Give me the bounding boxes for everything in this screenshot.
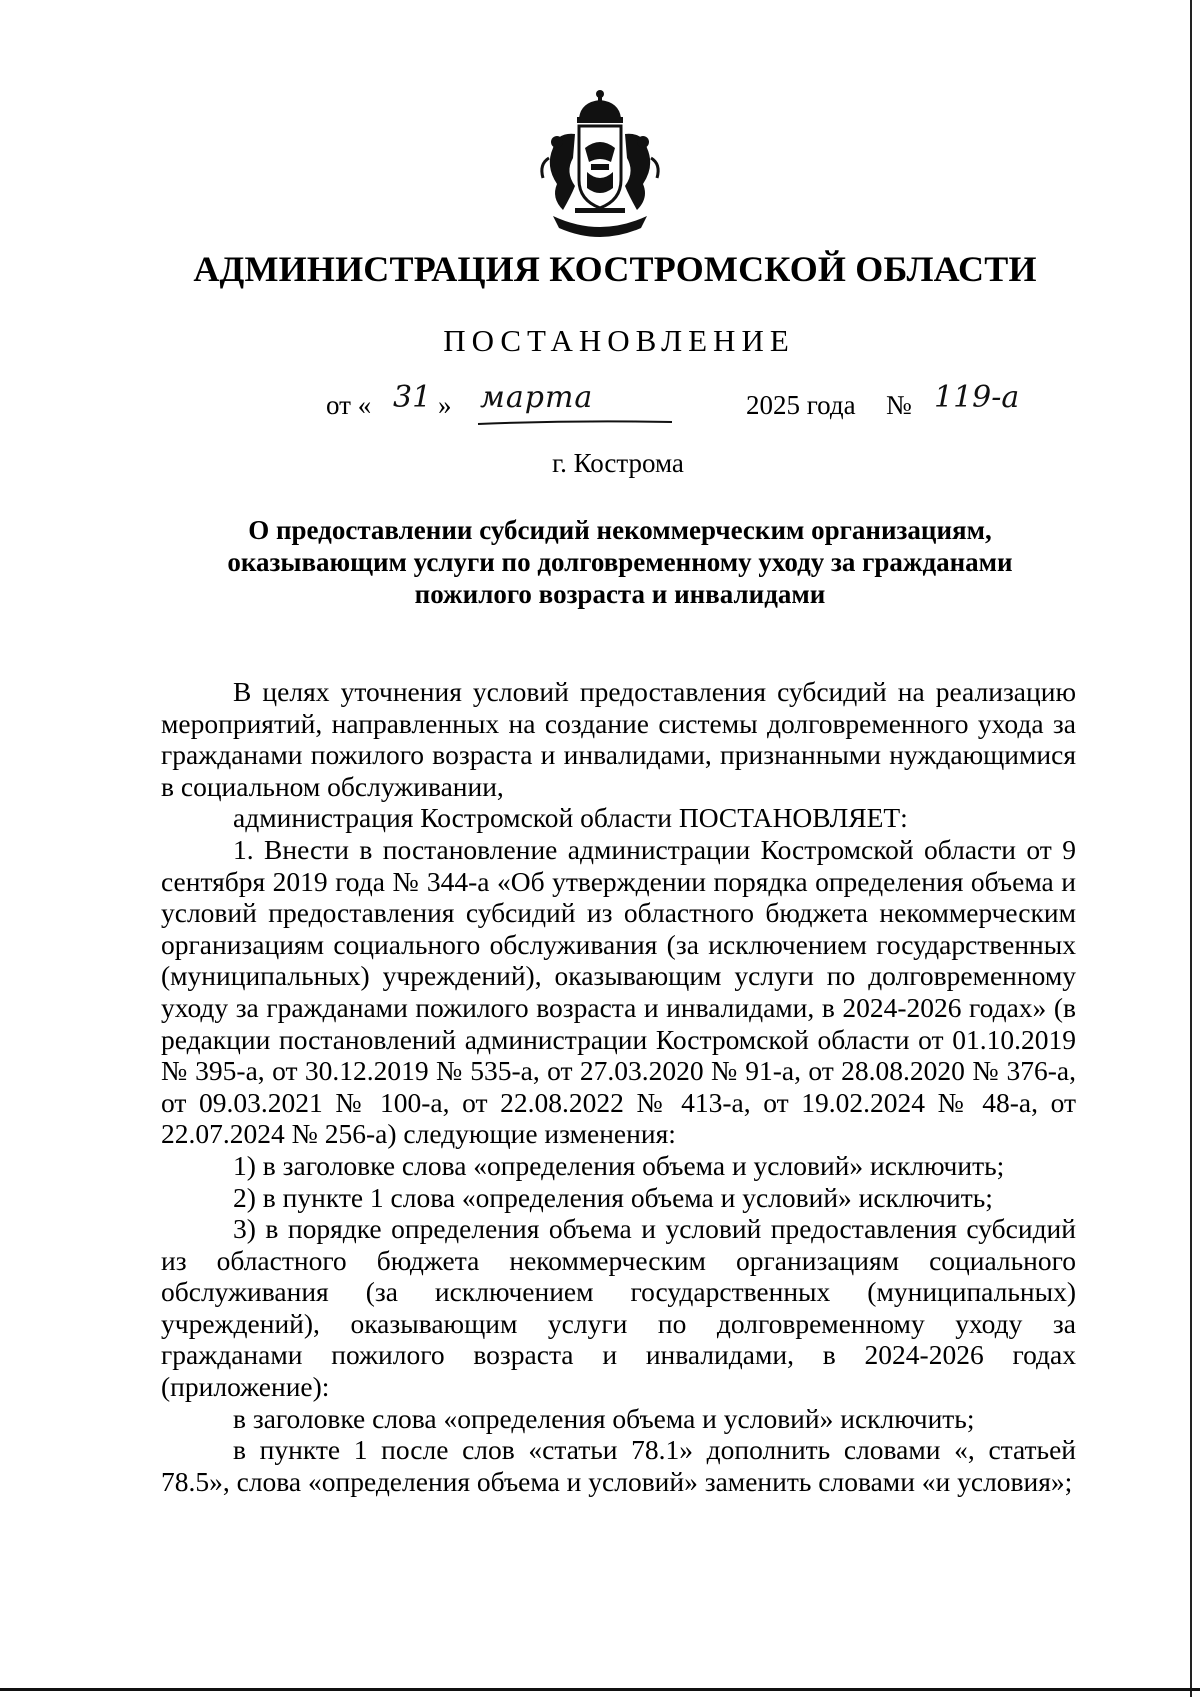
- title-line-2: оказывающим услуги по долговременному уходу за гражданами: [227, 547, 1013, 577]
- item-1-paragraph: 1. Внести в постановление администрации Костромской области от 9 сентября 2019 года № 344-а «Об утверждении порядка определения объема и условий предоставления субсидий из областного бюджета некоммерческим организациям социального обслуживания (за исключением государственных (муниципальных) учреждений), оказывающим услуги по долговременному уходу за гражданами пожилого возраста и инвалидами, в 2024-2026 годах» (в редакции постановлений администрации Костромской области от 01.10.2019 № 395-а, от 30.12.2019 № 535-а, от 27.03.2020 № 91-а, от 28.08.2020 № 376-а, от 09.03.2021 № 100-а, от 22.08.2022 № 413-а, от 19.02.2024 № 48-а, от 22.07.2024 № 256-а) следующие изменения:: [161, 833, 1076, 1150]
- date-underline-stroke: [476, 418, 676, 428]
- scan-edge-right: [1190, 0, 1192, 1697]
- resolves-paragraph: администрация Костромской области ПОСТАНОВЛЯЕТ:: [233, 802, 908, 834]
- preamble-paragraph: В целях уточнения условий предоставления субсидий на реализацию мероприятий, направленных на создание системы долговременного ухода за гражданами пожилого возраста и инвалидами, признанными нуждающимися в социальном обслуживании,: [161, 676, 1076, 802]
- document-title: [190, 514, 1050, 610]
- city-line: г. Кострома: [552, 448, 684, 478]
- document-type: ПОСТАНОВЛЕНИЕ: [443, 323, 795, 358]
- date-month-handwritten: марта: [480, 380, 594, 415]
- scan-edge-bottom: [0, 1688, 1200, 1691]
- document-number-handwritten: 119-а: [934, 380, 1020, 415]
- date-day-handwritten: 31: [393, 380, 432, 415]
- document-body: [161, 676, 1076, 1497]
- date-quote-close: »: [438, 390, 452, 420]
- subitem-3b-paragraph: в пункте 1 после слов «статьи 78.1» дополнить словами «, статьей 78.5», слова «определения объема и условий» заменить словами «и условия»;: [161, 1434, 1076, 1497]
- title-line-3: пожилого возраста и инвалидами: [414, 579, 826, 609]
- subitem-2-paragraph: 2) в пункте 1 слова «определения объема и условий» исключить;: [233, 1181, 993, 1213]
- coat-of-arms-emblem: [535, 88, 665, 240]
- subitem-3-paragraph: 3) в порядке определения объема и условий предоставления субсидий из областного бюджета некоммерческим организациям социального обслуживания (за исключением государственных (муниципальных) учреждений), оказывающим услуги по долговременному уходу за гражданами пожилого возраста и инвалидами, в 2024-2026 годах (приложение):: [161, 1213, 1076, 1403]
- date-number-line: [0, 380, 1200, 440]
- title-line-1: О предоставлении субсидий некоммерческим организациям,: [248, 515, 992, 545]
- date-year: 2025 года: [746, 390, 856, 420]
- organization-title: АДМИНИСТРАЦИЯ КОСТРОМСКОЙ ОБЛАСТИ: [193, 249, 1037, 289]
- subitem-3a-paragraph: в заголовке слова «определения объема и условий» исключить;: [233, 1402, 975, 1434]
- date-prefix: от «: [326, 390, 372, 420]
- number-sign: №: [886, 390, 912, 420]
- subitem-1-paragraph: 1) в заголовке слова «определения объема и условий» исключить;: [233, 1149, 1005, 1181]
